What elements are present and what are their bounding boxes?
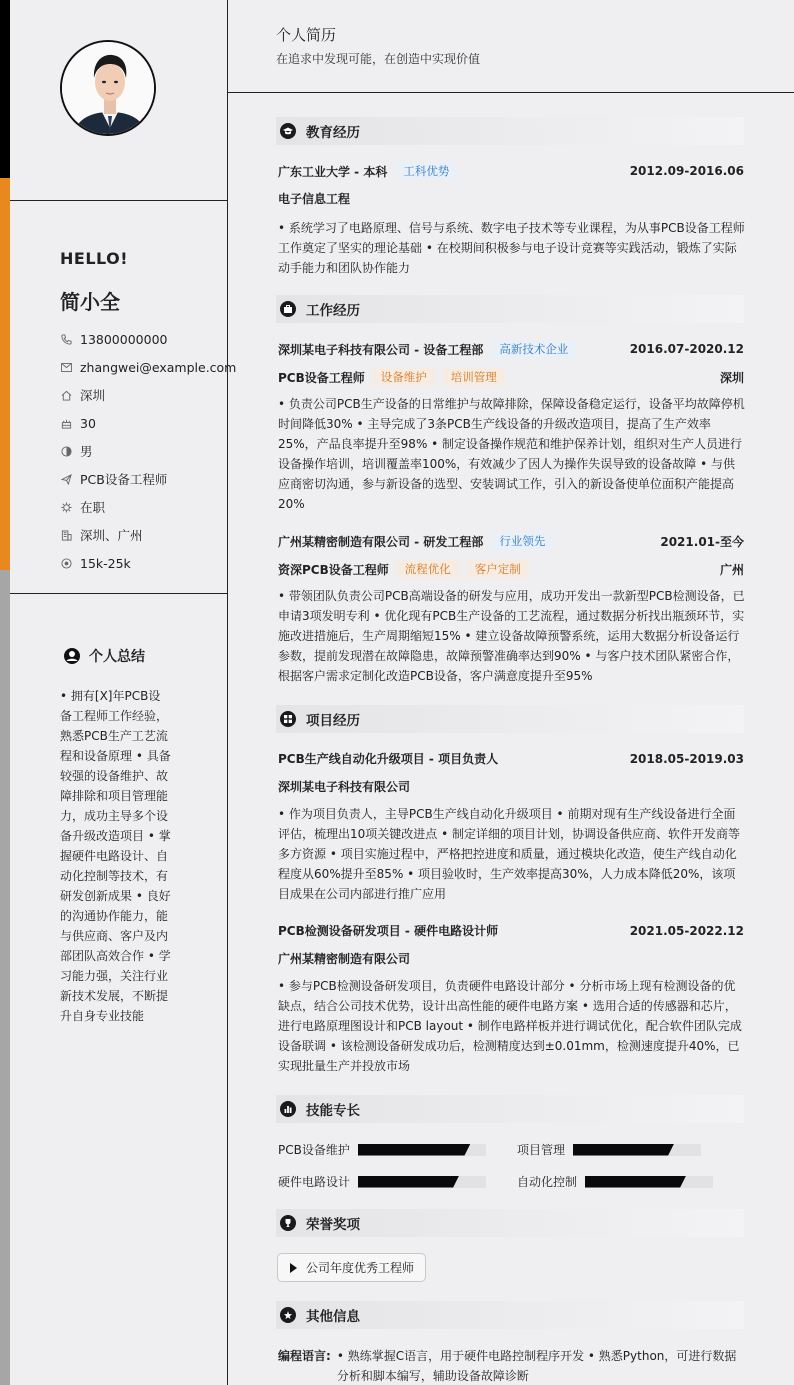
skill-name: 项目管理 bbox=[517, 1143, 566, 1157]
info-row-salary bbox=[60, 549, 236, 577]
email-text: zhangwei@example.com bbox=[80, 359, 237, 375]
position-title: PCB设备工程师 bbox=[278, 370, 365, 385]
info-row-gender bbox=[60, 437, 236, 465]
other-info bbox=[278, 1346, 746, 1385]
other-key: 编程语言: bbox=[278, 1349, 331, 1363]
skill-bar-fill bbox=[358, 1176, 459, 1188]
bar-chart-icon bbox=[280, 1101, 296, 1117]
section-title: 荣誉奖项 bbox=[306, 1217, 360, 1233]
status-icon bbox=[60, 501, 72, 513]
skill-item bbox=[278, 1141, 486, 1158]
skill-name: 硬件电路设计 bbox=[278, 1175, 351, 1189]
section-projects bbox=[276, 705, 744, 733]
email-icon bbox=[60, 361, 72, 373]
section-skills bbox=[276, 1095, 744, 1123]
skill-bar-fill bbox=[585, 1176, 686, 1188]
position-title: 资深PCB设备工程师 bbox=[278, 562, 389, 577]
skill-tag: 培训管理 bbox=[443, 368, 505, 386]
accent-strip bbox=[0, 0, 10, 1385]
summary-heading bbox=[60, 643, 176, 669]
skill-tag: 设备维护 bbox=[373, 368, 435, 386]
salary-icon bbox=[60, 557, 72, 569]
award-name: 公司年度优秀工程师 bbox=[306, 1261, 415, 1275]
salary-text: 15k-25k bbox=[80, 555, 131, 571]
building-icon bbox=[60, 529, 72, 541]
info-icon bbox=[280, 1307, 296, 1323]
info-row-age bbox=[60, 409, 236, 437]
info-row-status bbox=[60, 493, 236, 521]
section-title: 技能专长 bbox=[306, 1103, 360, 1119]
skill-bar bbox=[358, 1176, 486, 1188]
grid-icon bbox=[280, 711, 296, 727]
section-title: 工作经历 bbox=[306, 303, 360, 319]
graduation-cap-icon bbox=[280, 123, 296, 139]
city-text: 深圳 bbox=[80, 388, 106, 403]
work-description: • 负责公司PCB生产设备的日常维护与故障排除，保障设备稳定运行，设备平均故障停机时间降低30% • 主导完成了3条PCB生产线设备的升级改造项目，提高了生产效率25%，产品良率提升至98% • 制定设备操作规范和维护保养计划，组织对生产人员进行设备操作培训，培训覆盖率100%，有效减少了因人为操作失误导致的设备故障 • 与供应商密切沟通，参与新设备的选型、安装调试工作，引入的新设备使单位面积产能提高20% bbox=[278, 397, 745, 511]
phone-icon bbox=[60, 333, 72, 345]
work-header bbox=[278, 340, 744, 358]
home-icon bbox=[60, 389, 72, 401]
other-value: • 熟练掌握C语言，用于硬件电路控制程序开发 • 熟悉Python，可进行数据分析和脚本编写，辅助设备故障诊断 bbox=[336, 1349, 737, 1383]
skill-item bbox=[517, 1173, 713, 1190]
work-position-line bbox=[278, 560, 744, 578]
project-name: PCB检测设备研发项目 - 硬件电路设计师 bbox=[278, 924, 499, 938]
work-city: 广州 bbox=[719, 562, 744, 577]
section-title: 项目经历 bbox=[306, 713, 360, 729]
major-name: 电子信息工程 bbox=[278, 192, 351, 206]
major-line bbox=[278, 190, 744, 207]
contact-info bbox=[60, 325, 236, 577]
project-date: 2021.05-2022.12 bbox=[629, 923, 744, 938]
project-company-line bbox=[278, 778, 744, 795]
age-icon bbox=[60, 417, 72, 429]
info-row-phone bbox=[60, 325, 236, 353]
info-row-city bbox=[60, 381, 236, 409]
user-circle-icon bbox=[63, 647, 81, 665]
education-description: • 系统学习了电路原理、信号与系统、数字电子技术等专业课程，为从事PCB设备工程师工作奠定了坚实的理论基础 • 在校期间积极参与电子设计竞赛等实践活动，锻炼了实际动手能力和团队协作能力 bbox=[278, 221, 745, 275]
status-text: 在职 bbox=[80, 500, 106, 515]
info-row-location bbox=[60, 521, 236, 549]
work-header bbox=[278, 532, 744, 550]
skill-bar-fill bbox=[573, 1144, 674, 1156]
info-row-email bbox=[60, 353, 236, 381]
skill-tag: 流程优化 bbox=[397, 560, 459, 578]
skill-name: 自动化控制 bbox=[517, 1175, 578, 1189]
skill-bar bbox=[585, 1176, 713, 1188]
divider bbox=[10, 593, 227, 594]
position-text: PCB设备工程师 bbox=[80, 472, 168, 487]
section-work bbox=[276, 295, 744, 323]
project-company-line bbox=[278, 950, 744, 967]
project-header bbox=[278, 750, 744, 767]
column-divider bbox=[227, 0, 228, 1385]
skill-item bbox=[517, 1141, 701, 1158]
company-tag: 高新技术企业 bbox=[491, 340, 576, 358]
skill-bar bbox=[358, 1144, 486, 1156]
briefcase-icon bbox=[280, 301, 296, 317]
hello-heading: HELLO! bbox=[60, 249, 129, 268]
gender-icon bbox=[60, 445, 72, 457]
section-honors bbox=[276, 1209, 744, 1237]
summary-title: 个人总结 bbox=[89, 649, 145, 665]
section-other bbox=[276, 1301, 744, 1329]
work-position-line bbox=[278, 368, 744, 386]
project-name: PCB生产线自动化升级项目 - 项目负责人 bbox=[278, 752, 499, 766]
project-date: 2018.05-2019.03 bbox=[629, 751, 744, 766]
trophy-icon bbox=[280, 1215, 296, 1231]
skill-bar-fill bbox=[358, 1144, 471, 1156]
school-tag: 工科优势 bbox=[395, 162, 457, 180]
summary-text: • 拥有[X]年PCB设备工程师工作经验，熟悉PCB生产工艺流程和设备原理 • 具备较强的设备维护、故障排除和项目管理能力，成功主导多个设备升级改造项目 • 掌握硬件电路设计、自动化控制等技术，有研发创新成果 • 良好的沟通协作能力，能与供应商、客户及内部团队高效合作 • 学习能力强，关注行业新技术发展，不断提升自身专业技能 bbox=[60, 689, 171, 1023]
project-company: 深圳某电子科技有限公司 bbox=[278, 780, 411, 794]
company-tag: 行业领先 bbox=[491, 532, 553, 550]
info-row-position bbox=[60, 465, 236, 493]
school-name: 广东工业大学 - 本科 bbox=[278, 164, 388, 179]
play-icon bbox=[290, 1263, 297, 1273]
work-date: 2021.01-至今 bbox=[660, 534, 744, 549]
section-title: 教育经历 bbox=[306, 125, 360, 141]
education-header bbox=[278, 162, 744, 180]
award-item[interactable] bbox=[277, 1253, 426, 1282]
location-text: 深圳、广州 bbox=[80, 528, 143, 543]
section-title: 其他信息 bbox=[306, 1309, 360, 1325]
phone-text: 13800000000 bbox=[80, 331, 168, 347]
work-description: • 带领团队负责公司PCB高端设备的研发与应用，成功开发出一款新型PCB检测设备，已申请3项发明专利 • 优化现有PCB生产设备的工艺流程，通过数据分析找出瓶颈环节，实施改进措施后，生产周期缩短15% • 建立设备故障预警系统，运用大数据分析设备运行参数，提前发现潜在故障隐患，故障预警准确率达到90% • 与客户技术团队紧密合作，根据客户需求定制化改造PCB设备，客户满意度提升至95% bbox=[278, 589, 745, 683]
skill-name: PCB设备维护 bbox=[278, 1143, 350, 1157]
person-name: 简小全 bbox=[60, 290, 120, 314]
project-description: • 参与PCB检测设备研发项目，负责硬件电路设计部分 • 分析市场上现有检测设备的优缺点，结合公司技术优势，设计出高性能的硬件电路方案 • 选用合适的传感器和芯片，进行电路原理图设计和PCB layout • 制作电路样板并进行调试优化，配合软件团队完成设备联调 • 该检测设备研发成功后，检测精度达到±0.01mm，检测速度提升40%，已实现批量生产并投放市场 bbox=[278, 979, 742, 1073]
avatar bbox=[60, 40, 156, 136]
section-education bbox=[276, 117, 744, 145]
company-name: 广州某精密制造有限公司 - 研发工程部 bbox=[278, 534, 484, 549]
gender-text: 男 bbox=[80, 444, 93, 459]
project-header bbox=[278, 922, 744, 939]
page-subtitle: 在追求中发现可能，在创造中实现价值 bbox=[276, 52, 481, 66]
divider bbox=[228, 92, 794, 93]
project-description: • 作为项目负责人，主导PCB生产线自动化升级项目 • 前期对现有生产线设备进行全面评估，梳理出10项关键改进点 • 制定详细的项目计划，协调设备供应商、软件开发商等多方资源 • 项目实施过程中，严格把控进度和质量，通过模块化改造，使生产线自动化程度从60%提升至85% • 项目验收时，生产效率提高30%，人力成本降低20%，该项目成果在公司内部进行推广应用 bbox=[278, 807, 740, 901]
project-company: 广州某精密制造有限公司 bbox=[278, 952, 411, 966]
education-date: 2012.09-2016.06 bbox=[629, 164, 744, 178]
paper-plane-icon bbox=[60, 473, 72, 485]
page-title: 个人简历 bbox=[276, 26, 337, 44]
work-date: 2016.07-2020.12 bbox=[629, 342, 744, 356]
company-name: 深圳某电子科技有限公司 - 设备工程部 bbox=[278, 342, 484, 357]
age-text: 30 bbox=[80, 415, 96, 431]
skill-tag: 客户定制 bbox=[467, 560, 529, 578]
divider bbox=[10, 200, 227, 201]
skill-bar bbox=[573, 1144, 701, 1156]
work-city: 深圳 bbox=[719, 370, 744, 385]
skill-item bbox=[278, 1173, 486, 1190]
